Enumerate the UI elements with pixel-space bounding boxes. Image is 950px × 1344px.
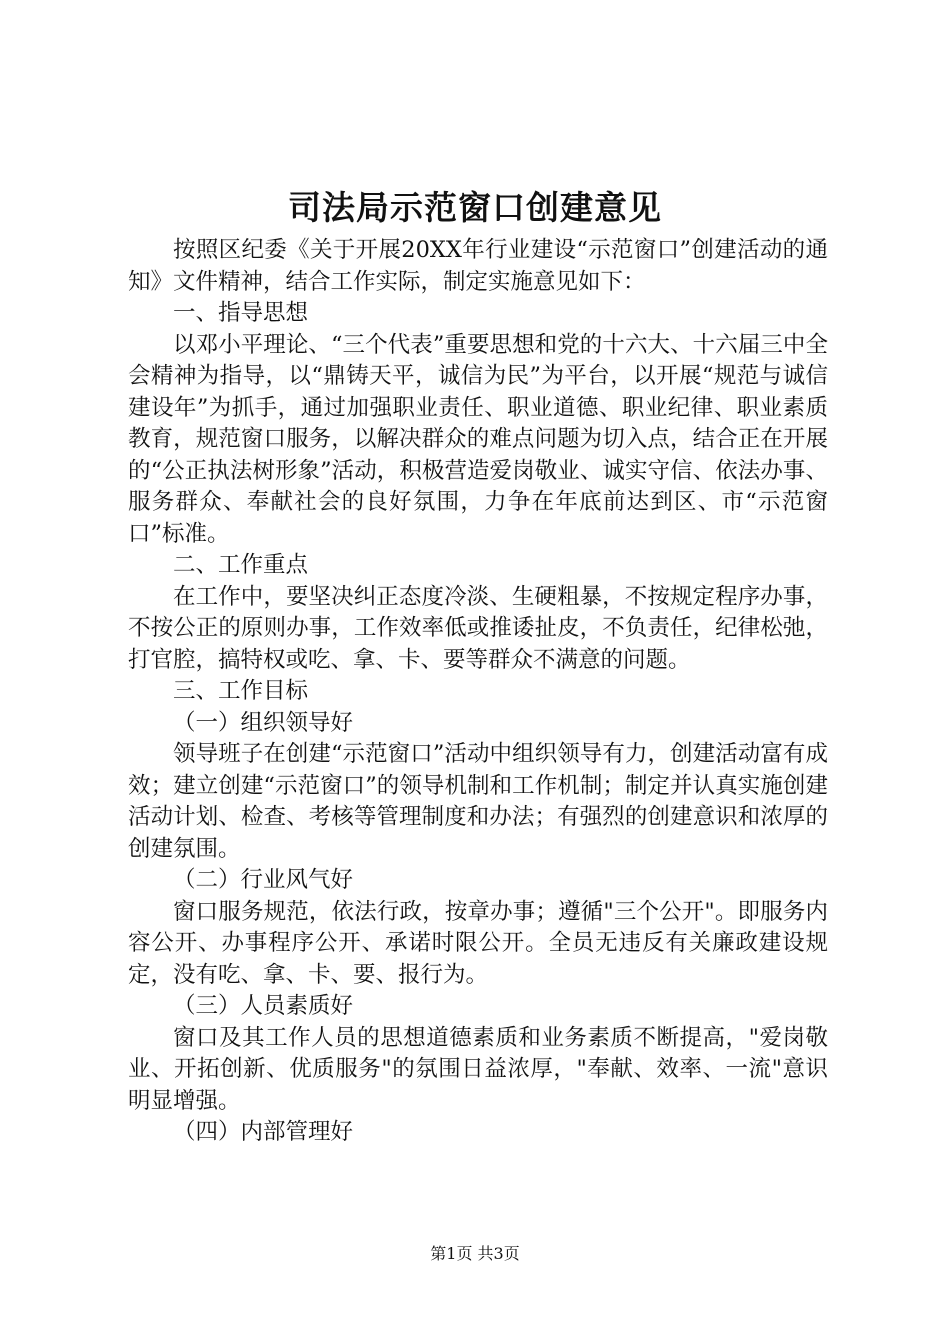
section-heading-guiding-thought: 一、指导思想 — [173, 300, 309, 326]
subheading-industry-conduct: （二）行业风气好 — [173, 867, 354, 893]
page-number: 第1页 共3页 — [430, 1244, 520, 1263]
document-title: 司法局示范窗口创建意见 — [288, 188, 662, 227]
industry-conduct-paragraph: 窗口服务规范，依法行政，按章办事；遵循"三个公开"。即服务内容公开、办事程序公开、承诺时限公开。全员无违反有关廉政建设规定，没有吃、拿、卡、要、报行为。 — [128, 898, 828, 988]
work-focus-paragraph: 在工作中，要坚决纠正态度冷淡、生硬粗暴，不按规定程序办事，不按公正的原则办事，工作效率低或推诿扯皮，不负责任，纪律松弛，打官腔，搞特权或吃、拿、卡、要等群众不满意的问题。 — [128, 583, 828, 673]
document-body — [128, 235, 828, 1149]
organization-leadership-paragraph: 领导班子在创建“示范窗口”活动中组织领导有力，创建活动富有成效；建立创建“示范窗口”的领导机制和工作机制；制定并认真实施创建活动计划、检查、考核等管理制度和办法；有强烈的创建意识和浓厚的创建氛围。 — [128, 741, 828, 862]
section-heading-work-focus: 二、工作重点 — [173, 552, 309, 578]
subheading-internal-management: （四）内部管理好 — [173, 1119, 354, 1145]
subheading-organization-leadership: （一）组织领导好 — [173, 709, 354, 736]
guiding-thought-paragraph: 以邓小平理论、“三个代表”重要思想和党的十六大、十六届三中全会精神为指导，以“鼎铸天平，诚信为民”为平台，以开展“规范与诚信建设年”为抓手，通过加强职业责任、职业道德、职业纪律、职业素质教育，规范窗口服务，以解决群众的难点问题为切入点，结合正在开展的“公正执法树形象”活动，积极营造爱岗敬业、诚实守信、依法办事、服务群众、奉献社会的良好氛围，力争在年底前达到区、市“示范窗口”标准。 — [128, 331, 828, 547]
section-heading-work-goals: 三、工作目标 — [173, 678, 309, 704]
staff-quality-paragraph: 窗口及其工作人员的思想道德素质和业务素质不断提高，"爱岗敬业、开拓创新、优质服务"的氛围日益浓厚，"奉献、效率、一流"意识明显增强。 — [128, 1024, 828, 1114]
intro-paragraph: 按照区纪委《关于开展20XX年行业建设“示范窗口”创建活动的通知》文件精神，结合工作实际，制定实施意见如下： — [128, 237, 828, 295]
subheading-staff-quality: （三）人员素质好 — [173, 993, 354, 1019]
